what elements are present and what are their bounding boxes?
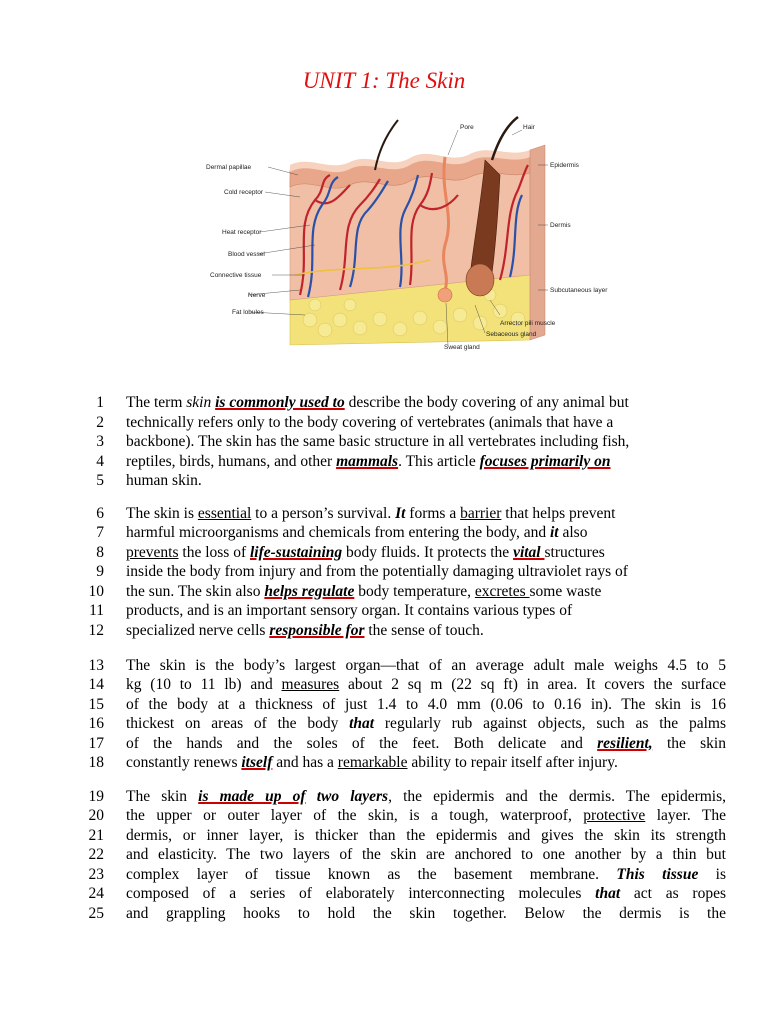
text-line: [126, 714, 726, 733]
line-number: 3: [96, 433, 104, 450]
text-line: [126, 523, 726, 542]
line-number: 2: [96, 414, 104, 431]
text-line: [126, 865, 726, 884]
label-sweat-gland: Sweat gland: [444, 344, 480, 351]
label-subcutaneous-layer: Subcutaneous layer: [550, 287, 608, 294]
text-segment: of the body at a thickness of just 1.4 to 4.0 mm (0.06 to 0.16 in). The skin is 16: [126, 696, 726, 713]
text-segment: excretes: [474, 583, 530, 600]
text-segment: describe the body covering of any animal but: [344, 394, 629, 411]
text-segment: It: [395, 505, 406, 522]
text-line: [126, 787, 726, 806]
text-segment: protective: [583, 807, 646, 824]
text-segment: two layers: [316, 788, 389, 805]
text-segment: The term: [126, 394, 187, 411]
text-line: [126, 562, 726, 581]
label-connective-tissue: Connective tissue: [210, 272, 262, 279]
line-number: 24: [88, 885, 104, 902]
text-segment: the upper or outer layer of the skin, is a tough, waterproof,: [126, 807, 584, 824]
line-number: 16: [88, 715, 104, 732]
line-number: 19: [88, 788, 104, 805]
label-cold-receptor: Cold receptor: [224, 189, 264, 196]
label-blood-vessel: Blood vessel: [228, 251, 265, 258]
label-nerve: Nerve: [248, 292, 266, 299]
line-number: 5: [96, 472, 104, 489]
text-segment: regularly rub against objects, such as the palms: [374, 715, 726, 732]
text-segment: body temperature,: [354, 583, 475, 600]
line-number: 11: [89, 602, 104, 619]
skin-cross-section-diagram: [200, 115, 620, 365]
text-segment: resilient,: [597, 735, 653, 752]
text-segment: body fluids. It protects the: [342, 544, 514, 561]
line-number: 21: [88, 827, 104, 844]
label-hair: Hair: [523, 124, 535, 131]
line-number: 20: [88, 807, 104, 824]
label-sebaceous-gland: Sebaceous gland: [486, 331, 537, 338]
text-segment: some waste: [529, 583, 602, 600]
line-number: 15: [88, 696, 104, 713]
label-arrector-pili-muscle: Arrector pili muscle: [500, 320, 556, 327]
text-segment: is made up of: [198, 788, 306, 805]
text-segment: skin: [186, 394, 212, 411]
text-segment: life-sustaining: [249, 544, 343, 561]
text-segment: the skin: [652, 735, 726, 752]
text-segment: [306, 788, 317, 805]
line-number: 4: [96, 453, 104, 470]
text-segment: is commonly used to: [215, 394, 345, 411]
page-title: UNIT 1: The Skin: [302, 68, 466, 93]
text-segment: technically refers only to the body covering of vertebrates (animals that have a: [126, 414, 614, 431]
text-line: [126, 884, 726, 903]
text-segment: prevents: [126, 544, 179, 561]
text-segment: , the epidermis and the dermis. The epidermis,: [388, 788, 727, 805]
text-segment: the sun. The skin also: [126, 583, 265, 600]
text-line: [126, 806, 726, 825]
text-segment: backbone). The skin has the same basic structure in all vertebrates including fish,: [126, 433, 630, 450]
text-line: [126, 904, 726, 923]
text-segment: helps regulate: [264, 583, 355, 600]
text-line: [126, 695, 726, 714]
text-line: [126, 582, 726, 601]
line-number: 17: [88, 735, 104, 752]
label-epidermis: Epidermis: [550, 162, 579, 169]
text-line: [126, 413, 726, 432]
text-segment: that: [595, 885, 621, 902]
text-segment: itself: [241, 754, 273, 771]
text-segment: and elasticity. The two layers of the skin are anchored to one another by a thin but: [126, 846, 726, 863]
text-segment: ability to repair itself after injury.: [407, 754, 618, 771]
label-dermis: Dermis: [550, 222, 571, 229]
text-segment: of the hands and the soles of the feet. Both delicate and: [126, 735, 598, 752]
text-segment: is: [698, 866, 726, 883]
text-segment: act as ropes: [620, 885, 726, 902]
text-segment: . This article: [398, 453, 480, 470]
text-line: [126, 601, 726, 620]
text-line: [126, 432, 726, 451]
text-segment: The skin is: [126, 505, 198, 522]
text-line: [126, 675, 726, 694]
text-segment: and grappling hooks to hold the skin together. Below the dermis is the: [126, 905, 726, 922]
text-segment: that: [349, 715, 375, 732]
text-line: [126, 656, 726, 675]
text-segment: it: [549, 524, 559, 541]
text-line: [126, 543, 726, 562]
line-number: 14: [88, 676, 104, 693]
line-number: 18: [88, 754, 104, 771]
text-segment: also: [558, 524, 588, 541]
text-segment: inside the body from injury and from the potentially damaging ultraviolet rays of: [126, 563, 628, 580]
text-segment: that helps prevent: [501, 505, 616, 522]
text-line: [126, 504, 726, 523]
text-segment: mammals: [336, 453, 399, 470]
text-line: [126, 826, 726, 845]
line-number: 9: [96, 563, 104, 580]
text-segment: specialized nerve cells: [126, 622, 270, 639]
label-heat-receptor: Heat receptor: [222, 229, 262, 236]
text-segment: vital: [513, 544, 545, 561]
text-segment: products, and is an important sensory organ. It contains various types of: [126, 602, 573, 619]
text-segment: responsible for: [269, 622, 365, 639]
text-segment: thickest on areas of the body: [126, 715, 350, 732]
line-number: 1: [96, 394, 104, 411]
text-segment: about 2 sq m (22 sq ft) in area. It covers the surface: [339, 676, 726, 693]
text-segment: The skin is the body’s largest organ—that of an average adult male weighs 4.5 to 5: [126, 657, 726, 674]
skin-diagram-svg: [200, 115, 620, 365]
text-line: [126, 845, 726, 864]
line-number: 13: [88, 657, 104, 674]
line-number: 6: [96, 505, 104, 522]
text-segment: barrier: [460, 505, 502, 522]
text-segment: The skin: [126, 788, 199, 805]
line-number: 8: [96, 544, 104, 561]
text-line: [126, 452, 726, 471]
line-number: 23: [88, 866, 104, 883]
text-segment: the loss of: [178, 544, 250, 561]
text-line: [126, 471, 726, 490]
text-segment: measures: [281, 676, 340, 693]
text-segment: constantly renews: [126, 754, 242, 771]
text-segment: forms a: [405, 505, 461, 522]
text-line: [126, 393, 726, 412]
label-dermal-papillae: Dermal papillae: [206, 164, 252, 171]
line-number: 10: [88, 583, 104, 600]
text-line: [126, 734, 726, 753]
text-line: [126, 621, 726, 640]
line-number: 12: [88, 622, 104, 639]
text-segment: reptiles, birds, humans, and other: [126, 453, 337, 470]
text-line: [126, 753, 726, 772]
line-number: 22: [88, 846, 104, 863]
text-segment: This tissue: [616, 866, 699, 883]
text-segment: structures: [544, 544, 605, 561]
text-segment: essential: [197, 505, 252, 522]
label-pore: Pore: [460, 124, 474, 131]
text-segment: layer. The: [645, 807, 726, 824]
line-number: 25: [88, 905, 104, 922]
text-segment: harmful microorganisms and chemicals from entering the body, and: [126, 524, 550, 541]
text-segment: and has a: [272, 754, 338, 771]
text-segment: kg (10 to 11 lb) and: [126, 676, 282, 693]
text-segment: to a person’s survival.: [251, 505, 396, 522]
text-segment: composed of a series of elaborately interconnecting molecules: [126, 885, 596, 902]
text-segment: focuses primarily on: [479, 453, 611, 470]
line-number: 7: [96, 524, 104, 541]
text-segment: remarkable: [337, 754, 408, 771]
text-segment: the sense of touch.: [364, 622, 484, 639]
text-segment: dermis, or inner layer, is thicker than the epidermis and gives the skin its strength: [126, 827, 726, 844]
text-segment: complex layer of tissue known as the basement membrane.: [126, 866, 617, 883]
label-fat-lobules: Fat lobules: [232, 309, 264, 316]
text-segment: human skin.: [126, 472, 202, 489]
